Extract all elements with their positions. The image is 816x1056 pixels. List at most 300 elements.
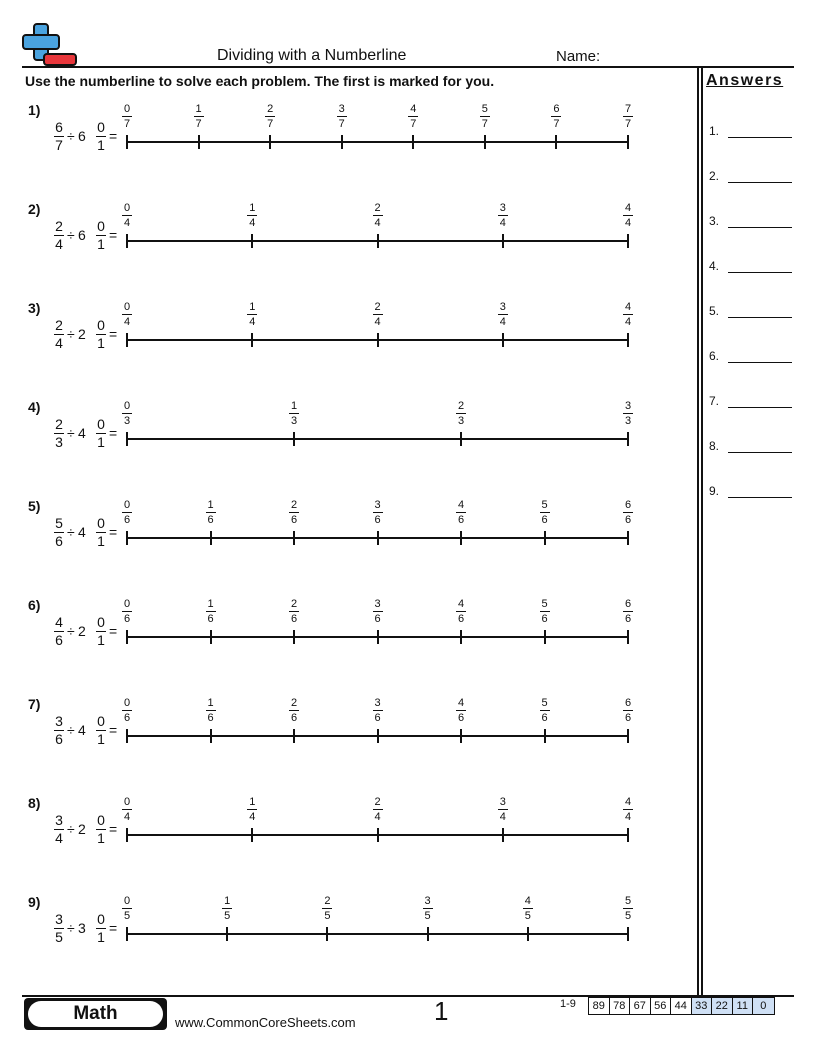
answer-blank[interactable]	[728, 182, 792, 183]
numberline-tick	[377, 333, 379, 347]
denominator: 5	[123, 910, 131, 922]
answer-blank[interactable]	[728, 452, 792, 453]
equals-sign: =	[109, 128, 118, 144]
start-fraction	[96, 120, 106, 153]
fraction-bar	[540, 512, 550, 513]
numerator: 2	[290, 598, 298, 610]
tick-label-fraction	[480, 103, 490, 130]
numberline-tick	[502, 234, 504, 248]
answer-label: 5.	[709, 304, 720, 318]
numberline-tick	[210, 531, 212, 545]
denominator: 6	[290, 712, 298, 724]
numberline-tick	[627, 432, 629, 446]
divide-sign: ÷	[67, 623, 75, 639]
numberline-tick	[293, 729, 295, 743]
tick-label-fraction	[623, 697, 633, 724]
problem-number: 7)	[28, 696, 41, 712]
tick-label-fraction	[222, 895, 232, 922]
answer-blank[interactable]	[728, 272, 792, 273]
numberline-tick	[126, 828, 128, 842]
numberline-tick	[377, 531, 379, 545]
tick-label-fraction	[373, 697, 383, 724]
denominator: 7	[481, 118, 488, 130]
numerator: 0	[97, 812, 105, 828]
tick-label-fraction	[373, 598, 383, 625]
denominator: 1	[97, 632, 105, 648]
answer-blank[interactable]	[728, 407, 792, 408]
numerator: 4	[55, 614, 63, 630]
numerator: 3	[55, 713, 63, 729]
numerator: 4	[624, 796, 632, 808]
score-cell: 78	[610, 998, 631, 1014]
fraction-bar	[206, 512, 216, 513]
answer-label: 8.	[709, 439, 720, 453]
start-fraction	[96, 615, 106, 648]
tick-label-fraction	[623, 400, 633, 427]
tick-label-fraction	[456, 400, 466, 427]
tick-label-fraction	[247, 202, 257, 229]
tick-label-fraction	[206, 499, 216, 526]
denominator: 4	[123, 316, 131, 328]
answers-title: Answers	[706, 72, 784, 89]
denominator: 1	[97, 533, 105, 549]
fraction-bar	[337, 116, 347, 117]
denominator: 1	[97, 830, 105, 846]
tick-label-fraction	[122, 202, 132, 229]
tick-label-fraction	[265, 103, 275, 130]
tick-label-fraction	[194, 103, 204, 130]
start-fraction	[96, 318, 106, 351]
tick-label-fraction	[337, 103, 347, 130]
numberline-tick	[226, 927, 228, 941]
numberline-tick	[126, 630, 128, 644]
tick-label-fraction	[540, 499, 550, 526]
tick-label-fraction	[498, 301, 508, 328]
numberline-tick	[460, 630, 462, 644]
name-label: Name:	[556, 48, 601, 65]
fraction-bar	[247, 809, 257, 810]
fraction-bar	[373, 809, 383, 810]
denominator: 1	[97, 335, 105, 351]
denominator: 1	[97, 137, 105, 153]
divisor: 4	[78, 524, 86, 540]
score-cell: 0	[753, 998, 774, 1014]
equals-sign: =	[109, 722, 118, 738]
fraction-bar	[498, 809, 508, 810]
tick-label-fraction	[540, 598, 550, 625]
tick-label-fraction	[423, 895, 433, 922]
dividend-fraction	[54, 912, 64, 945]
tick-label-fraction	[247, 301, 257, 328]
fraction-bar	[122, 512, 132, 513]
fraction-bar	[122, 809, 132, 810]
tick-label-fraction	[623, 103, 633, 130]
numerator: 0	[123, 895, 131, 907]
denominator: 3	[290, 415, 298, 427]
numerator: 0	[123, 400, 131, 412]
denominator: 4	[499, 316, 506, 328]
fraction-bar	[289, 413, 299, 414]
tick-label-fraction	[122, 598, 132, 625]
answer-blank[interactable]	[728, 497, 792, 498]
divisor: 4	[78, 722, 86, 738]
math-badge	[24, 998, 167, 1030]
dividend-fraction	[54, 714, 64, 747]
numberline-tick	[627, 135, 629, 149]
dividend-fraction	[54, 615, 64, 648]
fraction-bar	[480, 116, 490, 117]
tick-label-fraction	[498, 202, 508, 229]
denominator: 4	[123, 217, 131, 229]
tick-label-fraction	[456, 598, 466, 625]
denominator: 6	[457, 613, 465, 625]
numerator: 4	[624, 301, 632, 313]
numerator: 3	[499, 796, 506, 808]
tick-label-fraction	[551, 103, 561, 130]
fraction-bar	[623, 908, 633, 909]
numberline-tick	[527, 927, 529, 941]
divide-sign: ÷	[67, 128, 75, 144]
numerator: 5	[541, 697, 548, 709]
numberline-tick	[126, 531, 128, 545]
answer-blank[interactable]	[728, 317, 792, 318]
numerator: 6	[553, 103, 560, 115]
numberline-tick	[293, 432, 295, 446]
numberline-tick	[341, 135, 343, 149]
tick-label-fraction	[623, 202, 633, 229]
numerator: 0	[97, 119, 105, 135]
score-cell: 22	[712, 998, 733, 1014]
numerator: 3	[499, 301, 506, 313]
denominator: 4	[374, 316, 381, 328]
numerator: 2	[374, 301, 381, 313]
score-cell: 67	[630, 998, 651, 1014]
tick-label-fraction	[289, 499, 299, 526]
equals-sign: =	[109, 920, 118, 936]
dividend-fraction	[54, 318, 64, 351]
numberline	[126, 141, 629, 143]
numerator: 0	[97, 317, 105, 333]
numerator: 0	[123, 796, 131, 808]
divide-sign: ÷	[67, 722, 75, 738]
tick-label-fraction	[206, 598, 216, 625]
denominator: 4	[55, 236, 63, 252]
fraction-bar	[194, 116, 204, 117]
numerator: 1	[249, 202, 256, 214]
answer-blank[interactable]	[728, 227, 792, 228]
fraction-bar	[122, 413, 132, 414]
start-fraction	[96, 417, 106, 450]
denominator: 7	[195, 118, 202, 130]
numerator: 0	[123, 301, 131, 313]
numberline-tick	[502, 333, 504, 347]
fraction-bar	[551, 116, 561, 117]
denominator: 4	[499, 811, 506, 823]
numberline-tick	[126, 729, 128, 743]
denominator: 6	[374, 613, 381, 625]
tick-label-fraction	[540, 697, 550, 724]
denominator: 6	[123, 712, 131, 724]
fraction-bar	[456, 413, 466, 414]
denominator: 7	[267, 118, 274, 130]
tick-label-fraction	[122, 796, 132, 823]
denominator: 4	[123, 811, 131, 823]
fraction-bar	[289, 611, 299, 612]
fraction-bar	[623, 512, 633, 513]
equals-sign: =	[109, 227, 118, 243]
numerator: 5	[541, 499, 548, 511]
numerator: 2	[374, 202, 381, 214]
denominator: 7	[55, 137, 63, 153]
denominator: 4	[249, 811, 256, 823]
numberline-tick	[627, 927, 629, 941]
divisor: 6	[78, 128, 86, 144]
denominator: 3	[624, 415, 632, 427]
tick-label-fraction	[322, 895, 332, 922]
fraction-bar	[247, 314, 257, 315]
denominator: 6	[624, 712, 632, 724]
dividend-fraction	[54, 219, 64, 252]
numerator: 4	[624, 202, 632, 214]
fraction-bar	[623, 809, 633, 810]
denominator: 6	[207, 613, 214, 625]
divide-sign: ÷	[67, 425, 75, 441]
tick-label-fraction	[122, 301, 132, 328]
answer-label: 4.	[709, 259, 720, 273]
numerator: 0	[123, 598, 131, 610]
numberline-tick	[326, 927, 328, 941]
numerator: 6	[55, 119, 63, 135]
denominator: 7	[410, 118, 417, 130]
fraction-bar	[373, 314, 383, 315]
denominator: 6	[541, 613, 548, 625]
fraction-bar	[122, 116, 132, 117]
numberline-tick	[377, 729, 379, 743]
fraction-bar	[122, 908, 132, 909]
numerator: 5	[481, 103, 488, 115]
divisor: 6	[78, 227, 86, 243]
equals-sign: =	[109, 524, 118, 540]
numerator: 4	[410, 103, 417, 115]
dividend-fraction	[54, 120, 64, 153]
fraction-bar	[122, 215, 132, 216]
fraction-bar	[373, 710, 383, 711]
numerator: 1	[249, 796, 256, 808]
numberline-tick	[210, 630, 212, 644]
tick-label-fraction	[373, 796, 383, 823]
denominator: 6	[624, 613, 632, 625]
denominator: 5	[524, 910, 531, 922]
divisor: 3	[78, 920, 86, 936]
denominator: 4	[374, 811, 381, 823]
fraction-bar	[265, 116, 275, 117]
score-cell: 89	[589, 998, 610, 1014]
numerator: 7	[624, 103, 632, 115]
problem-number: 5)	[28, 498, 41, 514]
numerator: 2	[55, 416, 63, 432]
numberline-tick	[627, 333, 629, 347]
fraction-bar	[206, 710, 216, 711]
numerator: 0	[97, 416, 105, 432]
numerator: 1	[195, 103, 202, 115]
fraction-bar	[373, 215, 383, 216]
math-badge-label: Math	[28, 1001, 163, 1027]
fraction-bar	[498, 215, 508, 216]
denominator: 6	[123, 514, 131, 526]
answer-label: 3.	[709, 214, 720, 228]
denominator: 4	[624, 316, 632, 328]
divisor: 2	[78, 821, 86, 837]
numberline-tick	[251, 828, 253, 842]
tick-label-fraction	[289, 598, 299, 625]
numberline-tick	[555, 135, 557, 149]
numberline-tick	[377, 630, 379, 644]
score-table	[588, 997, 775, 1015]
numberline-tick	[627, 234, 629, 248]
denominator: 6	[374, 712, 381, 724]
denominator: 6	[541, 712, 548, 724]
numberline	[126, 438, 629, 440]
fraction-bar	[289, 710, 299, 711]
denominator: 4	[55, 830, 63, 846]
fraction-bar	[222, 908, 232, 909]
numerator: 6	[624, 499, 632, 511]
numberline-tick	[544, 531, 546, 545]
tick-label-fraction	[289, 697, 299, 724]
tick-label-fraction	[247, 796, 257, 823]
numberline-tick	[460, 531, 462, 545]
start-fraction	[96, 714, 106, 747]
denominator: 4	[624, 811, 632, 823]
denominator: 5	[624, 910, 632, 922]
instructions: Use the numberline to solve each problem. The first is marked for you.	[25, 73, 495, 89]
fraction-bar	[540, 611, 550, 612]
dividend-fraction	[54, 813, 64, 846]
denominator: 5	[55, 929, 63, 945]
denominator: 3	[123, 415, 131, 427]
tick-label-fraction	[373, 499, 383, 526]
numerator: 2	[290, 499, 298, 511]
numerator: 1	[207, 598, 214, 610]
denominator: 1	[97, 434, 105, 450]
denominator: 6	[55, 632, 63, 648]
score-cell: 44	[671, 998, 692, 1014]
numerator: 0	[123, 697, 131, 709]
tick-label-fraction	[122, 499, 132, 526]
tick-label-fraction	[456, 499, 466, 526]
answer-blank[interactable]	[728, 137, 792, 138]
denominator: 6	[457, 514, 465, 526]
divisor: 4	[78, 425, 86, 441]
denominator: 1	[97, 236, 105, 252]
fraction-bar	[122, 314, 132, 315]
numerator: 1	[224, 895, 231, 907]
denominator: 1	[97, 731, 105, 747]
numberline-tick	[427, 927, 429, 941]
fraction-bar	[540, 710, 550, 711]
denominator: 6	[374, 514, 381, 526]
fraction-bar	[623, 215, 633, 216]
numerator: 3	[499, 202, 506, 214]
fraction-bar	[247, 215, 257, 216]
numberline-tick	[627, 729, 629, 743]
tick-label-fraction	[456, 697, 466, 724]
tick-label-fraction	[373, 202, 383, 229]
numberline-tick	[412, 135, 414, 149]
numberline-tick	[126, 432, 128, 446]
problem-number: 3)	[28, 300, 41, 316]
dividend-fraction	[54, 417, 64, 450]
tick-label-fraction	[498, 796, 508, 823]
tick-label-fraction	[623, 796, 633, 823]
denominator: 6	[290, 613, 298, 625]
fraction-bar	[498, 314, 508, 315]
problem-number: 4)	[28, 399, 41, 415]
numberline-tick	[377, 234, 379, 248]
numerator: 2	[290, 697, 298, 709]
numberline-tick	[198, 135, 200, 149]
fraction-bar	[322, 908, 332, 909]
numberline	[126, 933, 629, 935]
numberline-tick	[251, 234, 253, 248]
numberline-tick	[627, 531, 629, 545]
numerator: 0	[123, 499, 131, 511]
numerator: 3	[424, 895, 431, 907]
start-fraction	[96, 813, 106, 846]
fraction-bar	[122, 710, 132, 711]
denominator: 4	[624, 217, 632, 229]
fraction-bar	[373, 512, 383, 513]
fraction-bar	[623, 710, 633, 711]
numerator: 5	[55, 515, 63, 531]
numberline-tick	[484, 135, 486, 149]
fraction-bar	[456, 512, 466, 513]
fraction-bar	[456, 710, 466, 711]
denominator: 5	[424, 910, 431, 922]
denominator: 7	[553, 118, 560, 130]
numberline-tick	[293, 630, 295, 644]
numerator: 1	[249, 301, 256, 313]
numerator: 3	[338, 103, 345, 115]
start-fraction	[96, 912, 106, 945]
problem-number: 6)	[28, 597, 41, 613]
numerator: 3	[374, 697, 381, 709]
fraction-bar	[623, 314, 633, 315]
divide-sign: ÷	[67, 920, 75, 936]
tick-label-fraction	[122, 400, 132, 427]
fraction-bar	[623, 611, 633, 612]
denominator: 6	[55, 533, 63, 549]
denominator: 3	[457, 415, 465, 427]
fraction-bar	[623, 116, 633, 117]
site-url: www.CommonCoreSheets.com	[175, 1015, 356, 1030]
tick-label-fraction	[408, 103, 418, 130]
denominator: 6	[207, 712, 214, 724]
numerator: 3	[55, 911, 63, 927]
numerator: 3	[374, 499, 381, 511]
denominator: 1	[97, 929, 105, 945]
numberline-tick	[460, 432, 462, 446]
start-fraction	[96, 219, 106, 252]
numerator: 1	[207, 499, 214, 511]
divisor: 2	[78, 623, 86, 639]
denominator: 6	[290, 514, 298, 526]
answer-blank[interactable]	[728, 362, 792, 363]
equals-sign: =	[109, 623, 118, 639]
numberline-tick	[460, 729, 462, 743]
numerator: 2	[374, 796, 381, 808]
score-cell: 11	[733, 998, 754, 1014]
